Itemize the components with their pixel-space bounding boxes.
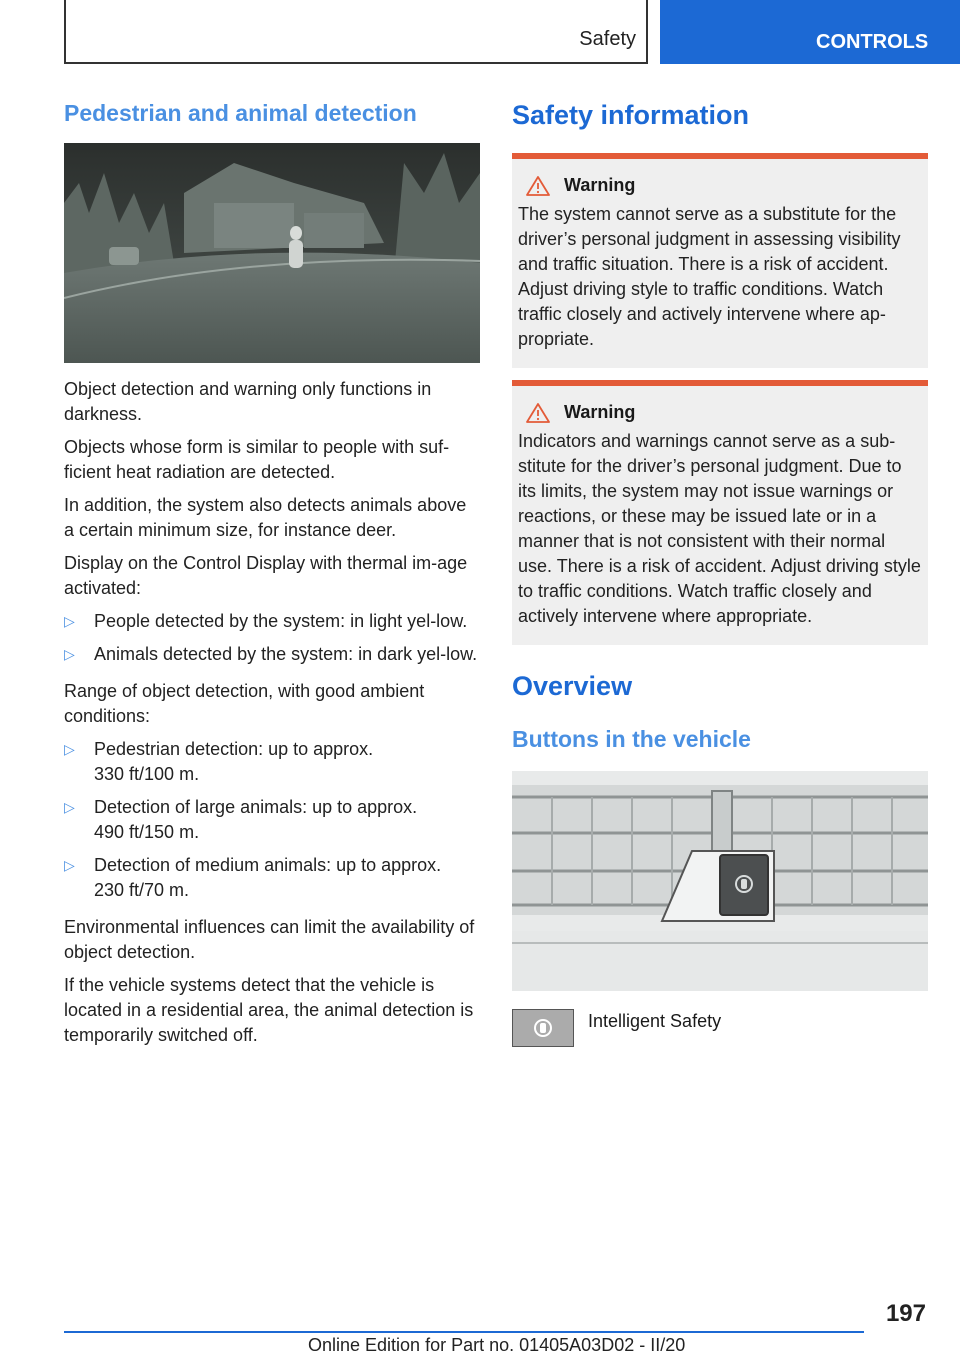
list-item (64, 795, 480, 845)
overview-heading: Overview (512, 671, 633, 701)
warning-box (512, 380, 928, 645)
intelligent-safety-icon (512, 1009, 574, 1047)
warning-title (526, 402, 922, 423)
list-item-text: Detection of large animals: up to approx. (94, 797, 418, 817)
triangle-right-icon: ▷ (64, 799, 75, 815)
intelligent-safety-symbol-icon (532, 1017, 554, 1039)
list-item-value: 230 ft/70 m. (94, 880, 190, 900)
header-frame (64, 0, 648, 64)
page-number: 197 (885, 1300, 926, 1327)
footer-edition: Online Edition for Part no. 01405A03D02 - II/20 (308, 1335, 686, 1355)
paragraph: Display on the Control Display with thermal im‐age activated: (64, 553, 468, 598)
triangle-right-icon: ▷ (64, 857, 75, 873)
triangle-right-icon: ▷ (64, 613, 75, 629)
list-item (64, 853, 480, 903)
legend-label: Intelligent Safety (588, 1011, 722, 1031)
warning-triangle-icon (526, 403, 550, 423)
paragraph: In addition, the system also detects animals above a certain minimum size, for instance deer. (64, 495, 467, 540)
paragraph: Environmental influences can limit the availability of object detection. (64, 917, 475, 962)
warning-title (526, 175, 922, 196)
header-section-title: Safety (579, 28, 636, 50)
list-item-text: Detection of medium animals: up to approx. (94, 855, 442, 875)
paragraph: Range of object detection, with good ambient conditions: (64, 681, 425, 726)
header-chapter-label: CONTROLS (816, 31, 929, 53)
button-location-figure (512, 771, 928, 991)
list-item-value: 330 ft/100 m. (94, 764, 200, 784)
warning-title-text: Warning (564, 175, 636, 195)
list-item-text: Animals detected by the system: in dark yel‐low. (94, 644, 478, 664)
list-item (64, 642, 480, 667)
warning-text: Indicators and warnings cannot serve as a sub‐stitute for the driver’s personal judgment. Due to its limits, the system may not issue warnings or reactions, or these may be issued late or in a manner that is not consistent with their normal use. There is a risk of accident. Adjust driving style to traffic conditions. Watch traffic closely and actively intervene where appropriate. (518, 431, 921, 626)
list-item-text: People detected by the system: in light yel‐low. (94, 611, 468, 631)
list-item (64, 737, 480, 787)
left-column (64, 100, 480, 1056)
right-column (512, 100, 928, 1047)
buttons-in-vehicle-heading: Buttons in the vehicle (512, 726, 751, 752)
paragraph: If the vehicle systems detect that the vehicle is located in a residential area, the animal detection is temporarily switched off. (64, 975, 474, 1045)
paragraph: Objects whose form is similar to people with suf‐ficient heat radiation are detected. (64, 437, 450, 482)
display-color-list (64, 609, 480, 667)
warning-box (512, 153, 928, 368)
warning-triangle-icon (526, 176, 550, 196)
list-item-text: Pedestrian detection: up to approx. (94, 739, 374, 759)
footer-rule (64, 1331, 864, 1333)
warning-text: The system cannot serve as a substitute for the driver’s personal judgment in assessing visibility and traffic situation. There is a risk of accident. Adjust driving style to traffic conditions. Watch traffic closely and actively intervene where ap‐propriate. (518, 204, 901, 349)
detection-range-list (64, 737, 480, 903)
triangle-right-icon: ▷ (64, 741, 75, 757)
thermal-image-figure (64, 143, 480, 363)
list-item-value: 490 ft/150 m. (94, 822, 200, 842)
warning-title-text: Warning (564, 402, 636, 422)
header-chapter-tab (660, 0, 960, 64)
list-item (64, 609, 480, 634)
button-legend (512, 1009, 928, 1047)
pedestrian-detection-heading: Pedestrian and animal detection (64, 100, 417, 126)
safety-information-heading: Safety information (512, 100, 750, 130)
paragraph: Object detection and warning only functions in darkness. (64, 379, 432, 424)
triangle-right-icon: ▷ (64, 646, 75, 662)
